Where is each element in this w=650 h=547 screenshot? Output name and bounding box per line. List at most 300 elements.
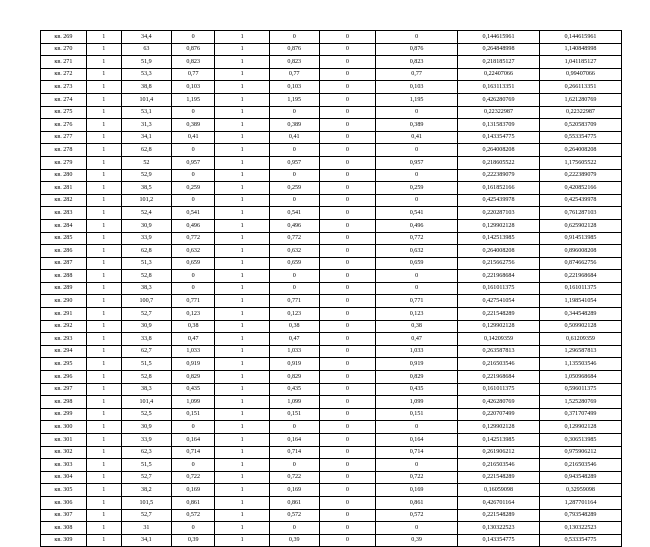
table-row bbox=[41, 119, 622, 132]
table-cell: 0,143354775 bbox=[458, 534, 540, 547]
table-cell: 0,896008208 bbox=[539, 245, 621, 258]
table-cell: 0,829 bbox=[171, 371, 215, 384]
table-cell: 0,426280769 bbox=[458, 93, 540, 106]
table-cell: 0 bbox=[171, 194, 215, 207]
table-cell: 0,659 bbox=[269, 257, 319, 270]
table-cell: 0 bbox=[319, 270, 375, 283]
table-row bbox=[41, 245, 622, 258]
table-cell: 0,625902128 bbox=[539, 219, 621, 232]
table-cell: 30,9 bbox=[121, 320, 171, 333]
table-cell: 1,621280769 bbox=[539, 93, 621, 106]
row-label-cell: кв. 270 bbox=[41, 43, 87, 56]
table-cell: 0 bbox=[319, 31, 375, 44]
table-cell: 0,714 bbox=[269, 446, 319, 459]
table-cell: 0,572 bbox=[269, 509, 319, 522]
table-cell: 0,541 bbox=[376, 207, 458, 220]
table-cell: 0,435 bbox=[376, 383, 458, 396]
table-cell: 0,14209359 bbox=[458, 333, 540, 346]
table-cell: 0,161852166 bbox=[458, 182, 540, 195]
table-cell: 0,103 bbox=[171, 81, 215, 94]
table-body bbox=[41, 31, 622, 547]
table-cell: 0,131583709 bbox=[458, 119, 540, 132]
table-cell: 1 bbox=[215, 333, 269, 346]
table-cell: 1 bbox=[86, 81, 121, 94]
table-cell: 1,296587813 bbox=[539, 345, 621, 358]
table-cell: 0 bbox=[376, 144, 458, 157]
table-cell: 0,41 bbox=[171, 131, 215, 144]
row-label-cell: кв. 292 bbox=[41, 320, 87, 333]
row-label-cell: кв. 276 bbox=[41, 119, 87, 132]
table-cell: 0,32959098 bbox=[539, 484, 621, 497]
table-cell: 0,829 bbox=[269, 371, 319, 384]
table-cell: 101,4 bbox=[121, 396, 171, 409]
table-cell: 0,215662756 bbox=[458, 257, 540, 270]
table-cell: 0,876 bbox=[269, 43, 319, 56]
table-cell: 0 bbox=[171, 522, 215, 535]
table-cell: 52,7 bbox=[121, 509, 171, 522]
table-cell: 0,151 bbox=[171, 408, 215, 421]
table-cell: 1 bbox=[215, 484, 269, 497]
table-cell: 0,222389079 bbox=[539, 169, 621, 182]
table-cell: 0 bbox=[319, 131, 375, 144]
table-cell: 0,103 bbox=[376, 81, 458, 94]
table-cell: 0,427541054 bbox=[458, 295, 540, 308]
table-cell: 0,722 bbox=[171, 471, 215, 484]
table-cell: 0,39 bbox=[171, 534, 215, 547]
table-cell: 0 bbox=[319, 119, 375, 132]
table-cell: 1 bbox=[86, 282, 121, 295]
row-label-cell: кв. 283 bbox=[41, 207, 87, 220]
row-label-cell: кв. 281 bbox=[41, 182, 87, 195]
table-cell: 1,041185127 bbox=[539, 56, 621, 69]
table-cell: 0,957 bbox=[269, 156, 319, 169]
row-label-cell: кв. 307 bbox=[41, 509, 87, 522]
table-cell: 1 bbox=[215, 156, 269, 169]
table-cell: 53,3 bbox=[121, 68, 171, 81]
table-cell: 0 bbox=[269, 194, 319, 207]
table-row bbox=[41, 194, 622, 207]
table-cell: 1 bbox=[215, 106, 269, 119]
table-cell: 52,8 bbox=[121, 270, 171, 283]
table-cell: 0 bbox=[319, 358, 375, 371]
table-row bbox=[41, 295, 622, 308]
table-cell: 0 bbox=[319, 295, 375, 308]
table-cell: 1 bbox=[86, 169, 121, 182]
table-cell: 1 bbox=[215, 496, 269, 509]
table-cell: 0,220287103 bbox=[458, 207, 540, 220]
table-cell: 0 bbox=[319, 308, 375, 321]
row-label-cell: кв. 284 bbox=[41, 219, 87, 232]
table-cell: 0,957 bbox=[376, 156, 458, 169]
table-row bbox=[41, 446, 622, 459]
table-cell: 1 bbox=[86, 257, 121, 270]
table-cell: 1,195 bbox=[376, 93, 458, 106]
table-cell: 0,123 bbox=[171, 308, 215, 321]
row-label-cell: кв. 309 bbox=[41, 534, 87, 547]
table-cell: 1 bbox=[86, 245, 121, 258]
table-cell: 0,823 bbox=[171, 56, 215, 69]
table-cell: 0,259 bbox=[269, 182, 319, 195]
table-cell: 0,261906212 bbox=[458, 446, 540, 459]
table-cell: 1 bbox=[215, 383, 269, 396]
row-label-cell: кв. 289 bbox=[41, 282, 87, 295]
table-cell: 1 bbox=[215, 295, 269, 308]
table-row bbox=[41, 81, 622, 94]
table-cell: 0,425439978 bbox=[458, 194, 540, 207]
table-cell: 0,509902128 bbox=[539, 320, 621, 333]
table-cell: 0,221968684 bbox=[458, 270, 540, 283]
table-cell: 0 bbox=[319, 446, 375, 459]
table-cell: 0,103 bbox=[269, 81, 319, 94]
table-cell: 0,771 bbox=[171, 295, 215, 308]
table-row bbox=[41, 383, 622, 396]
row-label-cell: кв. 280 bbox=[41, 169, 87, 182]
table-cell: 0,38 bbox=[269, 320, 319, 333]
table-cell: 0,61209359 bbox=[539, 333, 621, 346]
row-label-cell: кв. 271 bbox=[41, 56, 87, 69]
table-cell: 1 bbox=[215, 522, 269, 535]
table-cell: 0 bbox=[171, 459, 215, 472]
row-label-cell: кв. 285 bbox=[41, 232, 87, 245]
row-label-cell: кв. 302 bbox=[41, 446, 87, 459]
table-cell: 0,16059098 bbox=[458, 484, 540, 497]
table-cell: 1 bbox=[86, 446, 121, 459]
table-cell: 52,5 bbox=[121, 408, 171, 421]
table-cell: 1 bbox=[86, 43, 121, 56]
table-cell: 0,761287103 bbox=[539, 207, 621, 220]
table-cell: 0 bbox=[319, 509, 375, 522]
table-cell: 62,8 bbox=[121, 245, 171, 258]
table-cell: 0,169 bbox=[269, 484, 319, 497]
table-cell: 0,222389079 bbox=[458, 169, 540, 182]
table-cell: 0 bbox=[319, 68, 375, 81]
table-cell: 0,77 bbox=[376, 68, 458, 81]
table-row bbox=[41, 93, 622, 106]
table-cell: 33,9 bbox=[121, 232, 171, 245]
table-cell: 1 bbox=[215, 396, 269, 409]
table-cell: 1,033 bbox=[376, 345, 458, 358]
table-cell: 0 bbox=[319, 484, 375, 497]
table-row bbox=[41, 270, 622, 283]
table-cell: 0 bbox=[171, 421, 215, 434]
table-cell: 1 bbox=[215, 270, 269, 283]
table-cell: 0 bbox=[319, 194, 375, 207]
table-row bbox=[41, 106, 622, 119]
table-cell: 0,572 bbox=[171, 509, 215, 522]
row-label-cell: кв. 295 bbox=[41, 358, 87, 371]
row-label-cell: кв. 294 bbox=[41, 345, 87, 358]
table-cell: 1 bbox=[215, 371, 269, 384]
table-cell: 0,221968684 bbox=[458, 371, 540, 384]
table-cell: 0,874662756 bbox=[539, 257, 621, 270]
row-label-cell: кв. 306 bbox=[41, 496, 87, 509]
table-cell: 1 bbox=[86, 68, 121, 81]
table-cell: 0,823 bbox=[269, 56, 319, 69]
table-cell: 0 bbox=[376, 106, 458, 119]
table-cell: 52,8 bbox=[121, 371, 171, 384]
table-cell: 0 bbox=[269, 522, 319, 535]
table-cell: 1 bbox=[86, 333, 121, 346]
table-cell: 0,47 bbox=[269, 333, 319, 346]
table-row bbox=[41, 345, 622, 358]
table-cell: 0,161011375 bbox=[458, 383, 540, 396]
table-row bbox=[41, 219, 622, 232]
table-cell: 0,161011375 bbox=[458, 282, 540, 295]
table-row bbox=[41, 496, 622, 509]
table-cell: 0,266113351 bbox=[539, 81, 621, 94]
table-cell: 0 bbox=[319, 156, 375, 169]
table-cell: 0,306513985 bbox=[539, 434, 621, 447]
table-cell: 38,3 bbox=[121, 383, 171, 396]
table-cell: 0,264008208 bbox=[539, 144, 621, 157]
table-cell: 0,876 bbox=[376, 43, 458, 56]
table-cell: 0 bbox=[319, 207, 375, 220]
table-cell: 38,8 bbox=[121, 81, 171, 94]
table-cell: 0 bbox=[376, 31, 458, 44]
table-row bbox=[41, 182, 622, 195]
table-cell: 1,287701164 bbox=[539, 496, 621, 509]
table-cell: 1 bbox=[86, 496, 121, 509]
table-cell: 1 bbox=[86, 408, 121, 421]
table-cell: 30,9 bbox=[121, 219, 171, 232]
table-cell: 0 bbox=[319, 169, 375, 182]
table-cell: 0 bbox=[376, 421, 458, 434]
table-cell: 0,772 bbox=[269, 232, 319, 245]
table-cell: 0 bbox=[319, 257, 375, 270]
table-cell: 1 bbox=[215, 68, 269, 81]
table-cell: 1 bbox=[215, 119, 269, 132]
table-cell: 31,3 bbox=[121, 119, 171, 132]
row-label-cell: кв. 290 bbox=[41, 295, 87, 308]
table-cell: 31 bbox=[121, 522, 171, 535]
table-row bbox=[41, 232, 622, 245]
table-cell: 0,220707499 bbox=[458, 408, 540, 421]
table-cell: 0 bbox=[171, 270, 215, 283]
table-cell: 0,435 bbox=[269, 383, 319, 396]
table-cell: 1 bbox=[86, 31, 121, 44]
table-cell: 0 bbox=[319, 81, 375, 94]
table-cell: 0 bbox=[269, 169, 319, 182]
table-cell: 0 bbox=[376, 522, 458, 535]
table-cell: 51,9 bbox=[121, 56, 171, 69]
table-cell: 0,876 bbox=[171, 43, 215, 56]
table-cell: 1 bbox=[86, 358, 121, 371]
table-cell: 0,722 bbox=[269, 471, 319, 484]
table-cell: 0,659 bbox=[376, 257, 458, 270]
table-cell: 1 bbox=[215, 434, 269, 447]
table-cell: 0,39 bbox=[269, 534, 319, 547]
table-row bbox=[41, 68, 622, 81]
table-cell: 0,129902128 bbox=[458, 320, 540, 333]
row-label-cell: кв. 304 bbox=[41, 471, 87, 484]
table-cell: 0,130322523 bbox=[539, 522, 621, 535]
table-cell: 1 bbox=[215, 308, 269, 321]
table-cell: 1 bbox=[215, 459, 269, 472]
table-cell: 0,496 bbox=[376, 219, 458, 232]
row-label-cell: кв. 275 bbox=[41, 106, 87, 119]
table-cell: 1 bbox=[215, 446, 269, 459]
table-row bbox=[41, 43, 622, 56]
table-cell: 0,164 bbox=[269, 434, 319, 447]
table-cell: 0,772 bbox=[171, 232, 215, 245]
table-cell: 0 bbox=[319, 534, 375, 547]
table-cell: 0 bbox=[171, 31, 215, 44]
table-cell: 0 bbox=[319, 106, 375, 119]
table-cell: 51,3 bbox=[121, 257, 171, 270]
table-row bbox=[41, 459, 622, 472]
table-cell: 1 bbox=[86, 182, 121, 195]
table-cell: 0,99407066 bbox=[539, 68, 621, 81]
table-cell: 1 bbox=[215, 345, 269, 358]
table-cell: 0,572 bbox=[376, 509, 458, 522]
table-cell: 0,39 bbox=[376, 534, 458, 547]
table-cell: 0,38 bbox=[171, 320, 215, 333]
table-cell: 0 bbox=[319, 219, 375, 232]
table-cell: 1 bbox=[215, 131, 269, 144]
table-cell: 1 bbox=[215, 534, 269, 547]
table-cell: 0,371707499 bbox=[539, 408, 621, 421]
table-cell: 0,161011375 bbox=[539, 282, 621, 295]
row-label-cell: кв. 291 bbox=[41, 308, 87, 321]
table-cell: 0 bbox=[319, 320, 375, 333]
table-cell: 0,943548289 bbox=[539, 471, 621, 484]
table-cell: 0,659 bbox=[171, 257, 215, 270]
table-cell: 1 bbox=[86, 459, 121, 472]
table-cell: 1,175605522 bbox=[539, 156, 621, 169]
table-cell: 0 bbox=[319, 144, 375, 157]
table-cell: 0,22407066 bbox=[458, 68, 540, 81]
table-cell: 0 bbox=[319, 522, 375, 535]
table-cell: 0,714 bbox=[376, 446, 458, 459]
table-cell: 1 bbox=[86, 383, 121, 396]
table-cell: 1,050968684 bbox=[539, 371, 621, 384]
table-cell: 0,861 bbox=[269, 496, 319, 509]
table-cell: 0,772 bbox=[376, 232, 458, 245]
row-label-cell: кв. 301 bbox=[41, 434, 87, 447]
table-row bbox=[41, 534, 622, 547]
table-cell: 0,426701164 bbox=[458, 496, 540, 509]
table-cell: 1 bbox=[215, 245, 269, 258]
table-cell: 0,129902128 bbox=[458, 421, 540, 434]
table-cell: 0,142513985 bbox=[458, 232, 540, 245]
table-row bbox=[41, 282, 622, 295]
table-cell: 0,123 bbox=[269, 308, 319, 321]
row-label-cell: кв. 279 bbox=[41, 156, 87, 169]
table-cell: 0,823 bbox=[376, 56, 458, 69]
table-row bbox=[41, 421, 622, 434]
table-cell: 1 bbox=[215, 43, 269, 56]
table-cell: 63 bbox=[121, 43, 171, 56]
table-cell: 0,425439978 bbox=[539, 194, 621, 207]
table-cell: 0,829 bbox=[376, 371, 458, 384]
table-cell: 1 bbox=[215, 232, 269, 245]
table-cell: 38,2 bbox=[121, 484, 171, 497]
table-cell: 1 bbox=[215, 471, 269, 484]
row-label-cell: кв. 299 bbox=[41, 408, 87, 421]
table-cell: 0,169 bbox=[376, 484, 458, 497]
table-row bbox=[41, 371, 622, 384]
table-cell: 0 bbox=[319, 371, 375, 384]
table-cell: 1 bbox=[215, 421, 269, 434]
table-cell: 0,344548289 bbox=[539, 308, 621, 321]
table-cell: 101,5 bbox=[121, 496, 171, 509]
table-row bbox=[41, 484, 622, 497]
table-cell: 0,129902128 bbox=[539, 421, 621, 434]
table-cell: 0,144615961 bbox=[539, 31, 621, 44]
table-cell: 0,496 bbox=[171, 219, 215, 232]
table-row bbox=[41, 31, 622, 44]
table-cell: 1,099 bbox=[171, 396, 215, 409]
table-cell: 0 bbox=[376, 282, 458, 295]
table-cell: 0,38 bbox=[376, 320, 458, 333]
row-label-cell: кв. 300 bbox=[41, 421, 87, 434]
table-cell: 0 bbox=[269, 31, 319, 44]
table-cell: 1 bbox=[215, 182, 269, 195]
table-row bbox=[41, 320, 622, 333]
row-label-cell: кв. 286 bbox=[41, 245, 87, 258]
table-cell: 1 bbox=[86, 131, 121, 144]
row-label-cell: кв. 278 bbox=[41, 144, 87, 157]
row-label-cell: кв. 308 bbox=[41, 522, 87, 535]
table-cell: 0,163113351 bbox=[458, 81, 540, 94]
table-row bbox=[41, 308, 622, 321]
table-cell: 0,919 bbox=[171, 358, 215, 371]
table-cell: 0,632 bbox=[171, 245, 215, 258]
table-cell: 34,1 bbox=[121, 534, 171, 547]
table-cell: 0,221548289 bbox=[458, 509, 540, 522]
table-cell: 0,533354775 bbox=[539, 534, 621, 547]
table-cell: 1 bbox=[215, 81, 269, 94]
table-cell: 0 bbox=[376, 169, 458, 182]
row-label-cell: кв. 305 bbox=[41, 484, 87, 497]
table-cell: 1,525280769 bbox=[539, 396, 621, 409]
table-cell: 0,975906212 bbox=[539, 446, 621, 459]
table-cell: 1 bbox=[86, 106, 121, 119]
table-cell: 1 bbox=[215, 31, 269, 44]
table-cell: 0,164 bbox=[171, 434, 215, 447]
table-cell: 0,151 bbox=[376, 408, 458, 421]
table-cell: 0,151 bbox=[269, 408, 319, 421]
table-cell: 0,389 bbox=[269, 119, 319, 132]
table-cell: 0,541 bbox=[171, 207, 215, 220]
table-cell: 0,771 bbox=[376, 295, 458, 308]
table-row bbox=[41, 434, 622, 447]
table-cell: 0,77 bbox=[171, 68, 215, 81]
table-cell: 1 bbox=[86, 421, 121, 434]
table-cell: 1 bbox=[215, 509, 269, 522]
table-cell: 62,7 bbox=[121, 345, 171, 358]
table-row bbox=[41, 131, 622, 144]
table-cell: 0 bbox=[319, 471, 375, 484]
table-cell: 0,77 bbox=[269, 68, 319, 81]
table-cell: 0,259 bbox=[171, 182, 215, 195]
table-cell: 0 bbox=[269, 106, 319, 119]
table-cell: 0 bbox=[269, 270, 319, 283]
table-cell: 0,914513985 bbox=[539, 232, 621, 245]
table-cell: 0,264008208 bbox=[458, 144, 540, 157]
table-cell: 0 bbox=[319, 396, 375, 409]
table-cell: 0 bbox=[319, 383, 375, 396]
row-label-cell: кв. 272 bbox=[41, 68, 87, 81]
row-label-cell: кв. 287 bbox=[41, 257, 87, 270]
table-cell: 0 bbox=[319, 282, 375, 295]
table-cell: 0,957 bbox=[171, 156, 215, 169]
table-cell: 0 bbox=[319, 93, 375, 106]
table-cell: 0,143354775 bbox=[458, 131, 540, 144]
table-cell: 1 bbox=[215, 56, 269, 69]
table-row bbox=[41, 169, 622, 182]
table-cell: 0 bbox=[319, 333, 375, 346]
